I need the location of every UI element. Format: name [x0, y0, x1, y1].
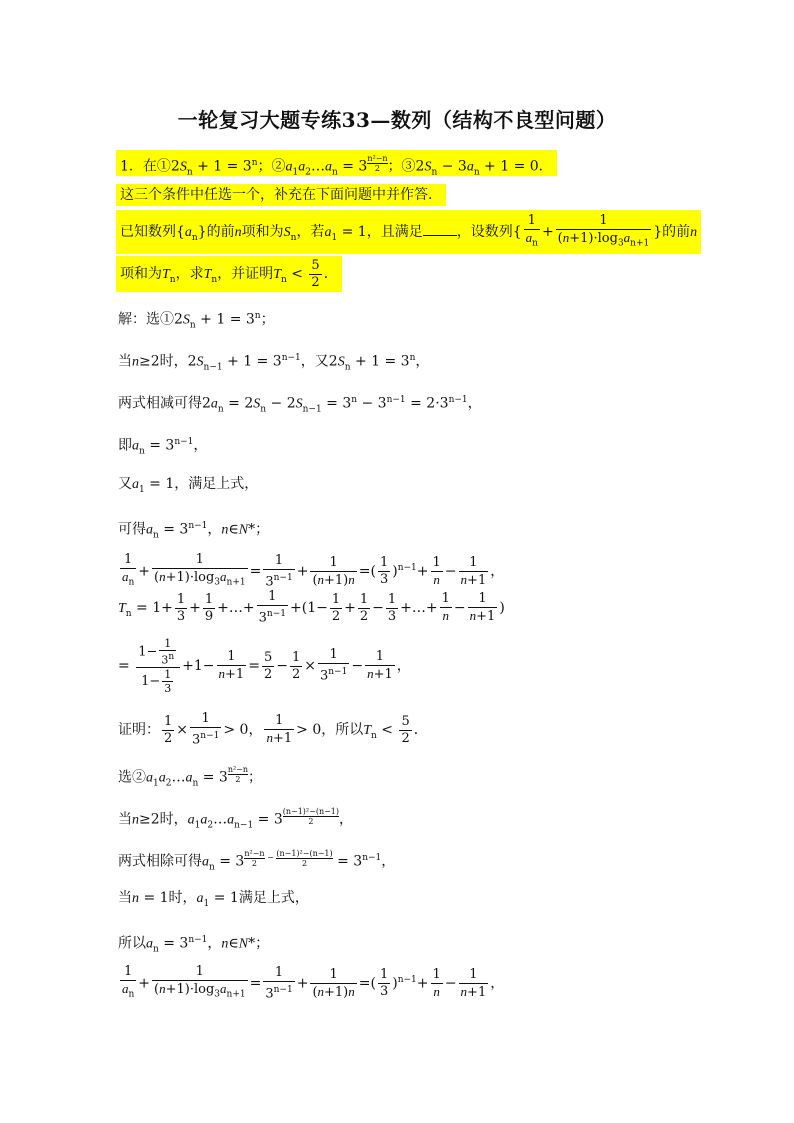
instruction-text: 这三个条件中任选一个，补充在下面问题中并作答． — [120, 187, 442, 203]
solution-line-3: 两式相减可得$2a_n = 2S_n - 2S_{n-1} = 3^n - 3^{n-1} = 2\cdot 3^{n-1}$， — [118, 395, 482, 415]
solution-line-7: $\frac{1}{a_n}$ + $\frac{1}{(n+1)\cdot\log_3a_{n+1}}$ = $\frac{1}{3^{n-1}}$ + $\frac{1}{(n+1)n}$ =( $\frac{1}{3}$ )$^{n-1}$+ $\frac{1}{n}$ − $\frac{1}{n+1}$ ， — [122, 552, 505, 590]
solution-line-11: 选$②a_1a_2\dots a_n = 3$ $^{\frac{\text{n²−n}}{2}}$ ； — [118, 764, 263, 789]
problem-conditions-line: 1．在$①2S_n + 1 = 3^n$；$②a_1a_2\dots a_n = 3$ $^{\frac{\text{n²−n}}{2}}$ ；$③2S_n - 3a_n + 1 = 0$． — [116, 150, 557, 176]
page-title: 一轮复习大题专练33—数列（结构不良型问题） — [177, 108, 617, 132]
solution-line-4: 即$a_n = 3^{n-1}$， — [118, 437, 208, 457]
problem-statement-line: 已知数列$\{a_n\}$的前n项和为$S_n$，若$a_1 = 1$，且满足 ，设数列{ $\frac{1}{a_n}$ + $\frac{1}{(n+1)\cdot\log_3a_{n+1}}$ }的前n — [116, 210, 701, 254]
answer-blank — [423, 223, 457, 236]
solution-line-8: $T_n = 1+$ $\frac{1}{3}$ + $\frac{1}{9}$ +…+ $\frac{1}{3^{n-1}}$ +(1− $\frac{1}{2}$ + $\frac{1}{2}$ − $\frac{1}{3}$ +…+ $\frac{1}{n}$ − $\frac{1}{n+1}$ ) — [118, 589, 505, 626]
problem-number: 1． — [120, 158, 143, 175]
solution-line-6: 可得$a_n = 3^{n-1}$，n∈N*； — [118, 521, 270, 541]
solution-line-12: 当n≥2时，$a_1a_2\dots a_{n-1} = 3$ $^{\frac{\text{(n−1)²−(n−1)}}{2}}$ ， — [118, 806, 354, 831]
solution-line-2: 当n≥2时，$2S_{n-1} + 1 = 3^{n-1}$，又$2S_n + 1 = 3^n$， — [118, 353, 430, 373]
solution-line-9: = 1− $\frac{1}{3^n}$ 1− $\frac{1}{3}$ +1− $\frac{1}{n+1}$ = $\frac{5}{2}$ − $\frac{1}{2}$ × $\frac{1}{3^{n-1}}$ − $\frac{1}{n+1}$ ， — [118, 637, 411, 695]
solution-line-1: 解：选$①2S_n + 1 = 3^n$； — [118, 311, 275, 331]
solution-line-5: 又$a_1 = 1$，满足上式， — [118, 476, 259, 495]
problem-question-line: 项和为$T_n$，求$T_n$，并证明$T_n$ < $\frac{5}{2}$ ． — [116, 256, 342, 292]
solution-line-13: 两式相除可得$a_n = 3$ $^{\frac{\text{n²−n}}{2} - \frac{\text{(n−1)²−(n−1)}}{2}}$ = $3^{n-1}$， — [118, 848, 396, 873]
frac-5-2: $\frac{5}{2}$ — [311, 257, 320, 290]
solution-line-16: $\frac{1}{a_n}$ + $\frac{1}{(n+1)\cdot\log_3a_{n+1}}$ = $\frac{1}{3^{n-1}}$ + $\frac{1}{(n+1)n}$ =( $\frac{1}{3}$ )$^{n-1}$+ $\frac{1}{n}$ − $\frac{1}{n+1}$ ， — [122, 964, 505, 1002]
solution-line-15: 所以$a_n = 3^{n-1}$，n∈N*； — [118, 935, 270, 955]
frac-log: $\frac{1}{(n+1)\cdot\log_3a_{n+1}}$ — [557, 212, 650, 249]
problem-instruction-line — [116, 184, 446, 206]
solution-line-14: 当n = 1时，$a_1 = 1$满足上式， — [118, 890, 309, 909]
frac-1-an: $\frac{1}{a_n}$ — [525, 212, 538, 249]
solution-line-10: 证明： $\frac{1}{2}$ × $\frac{1}{3^{n-1}}$ > 0， $\frac{1}{n+1}$ > 0，所以$T_n$ < $\frac{5}{2}$ ． — [118, 711, 428, 748]
cond-intro: 在 — [142, 158, 157, 175]
